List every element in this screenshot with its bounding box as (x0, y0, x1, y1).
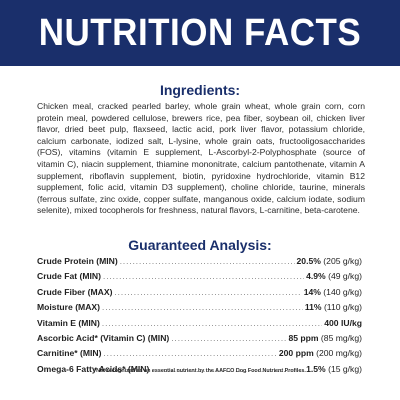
row-value-main: 14% (303, 286, 321, 297)
row-label: Carnitine* (MIN) (37, 348, 102, 359)
row-label: Ascorbic Acid* (Vitamin C) (MIN) (37, 332, 170, 343)
ingredients-text: Chicken meal, cracked pearled barley, whole grain wheat, whole grain corn, corn protein meal, powdered cellulose, brewers rice, pea fiber, soybean oil, chicken liver flavor, dried beet pulp, flaxseed, lactic acid, pork liver flavor, potassium chloride, calcium carbonate, iodized salt, L-lysine, whole grain oats, fructooligosaccharides (FOS), vitamins (vitamin E supplement, L-Ascorbyl-2-Polyphosphate (source of vitamin C), niacin supplement, thiamine mononitrate, calcium pantothenate, vitamin A supplement, riboflavin supplement, biotin, pyridoxine hydrochloride, vitamin B12 supplement, folic acid, vitamin D3 supplement), choline chloride, taurine, minerals (ferrous sulfate, zinc oxide, copper sulfate, manganous oxide, calcium iodate, sodium selenite), mixed tocopherols for freshness, natural flavors, L-carnitine, beta-carotene. (37, 101, 365, 216)
row-value (305, 302, 362, 312)
analysis-row-crude-protein (37, 256, 362, 271)
aafco-footnote: *Not recognized as an essential nutrient by the AAFCO Dog Food Nutrient Profiles. (94, 368, 306, 374)
guaranteed-analysis-heading: Guaranteed Analysis: (128, 237, 272, 253)
analysis-row-carnitine (37, 348, 362, 363)
leader-dots (102, 303, 303, 312)
nutrition-facts-banner (0, 0, 400, 66)
analysis-row-crude-fat (37, 271, 362, 286)
row-label: Vitamin E (MIN) (37, 317, 100, 328)
row-value-main: 85 ppm (288, 332, 319, 343)
row-value-main: 1.5% (306, 363, 326, 374)
row-value-detail: (85 mg/kg) (320, 332, 362, 343)
row-value-detail: (110 g/kg) (323, 302, 362, 313)
leader-dots (171, 334, 286, 343)
analysis-row-crude-fiber (37, 287, 362, 302)
row-value-main: 4.9% (306, 271, 326, 282)
leader-dots (103, 272, 304, 281)
row-value-detail: (49 g/kg) (328, 271, 362, 282)
analysis-row-moisture (37, 302, 362, 317)
row-value (279, 348, 362, 358)
row-label: Crude Fiber (MAX) (37, 286, 113, 297)
ingredients-heading: Ingredients: (159, 82, 241, 98)
row-value-detail: (205 g/kg) (323, 256, 362, 266)
row-label: Moisture (MAX) (37, 302, 101, 313)
row-label: Omega-6 Fatty Acids* (MIN) (37, 363, 150, 374)
row-value (297, 256, 362, 266)
row-value-main: 11% (304, 302, 322, 313)
row-value-detail: (15 g/kg) (328, 363, 362, 374)
row-value-main: 20.5% (296, 256, 321, 266)
row-value-detail: (140 g/kg) (323, 286, 362, 297)
row-value-detail: (200 mg/kg) (316, 348, 362, 359)
banner-title: NUTRITION FACTS (38, 11, 362, 54)
row-value-main: 400 IU/kg (324, 317, 362, 328)
leader-dots (103, 349, 276, 358)
row-value (306, 271, 362, 281)
row-value-main: 200 ppm (278, 348, 314, 359)
guaranteed-analysis-table (37, 256, 362, 379)
row-value (288, 333, 362, 343)
row-value (304, 287, 362, 297)
leader-dots (102, 319, 322, 328)
leader-dots (120, 257, 295, 266)
leader-dots (114, 288, 301, 297)
row-label: Crude Fat (MIN) (37, 271, 101, 282)
row-value (324, 318, 362, 328)
row-label: Crude Protein (MIN) (37, 256, 118, 266)
analysis-row-vitamin-e (37, 318, 362, 333)
analysis-row-ascorbic-acid (37, 333, 362, 348)
